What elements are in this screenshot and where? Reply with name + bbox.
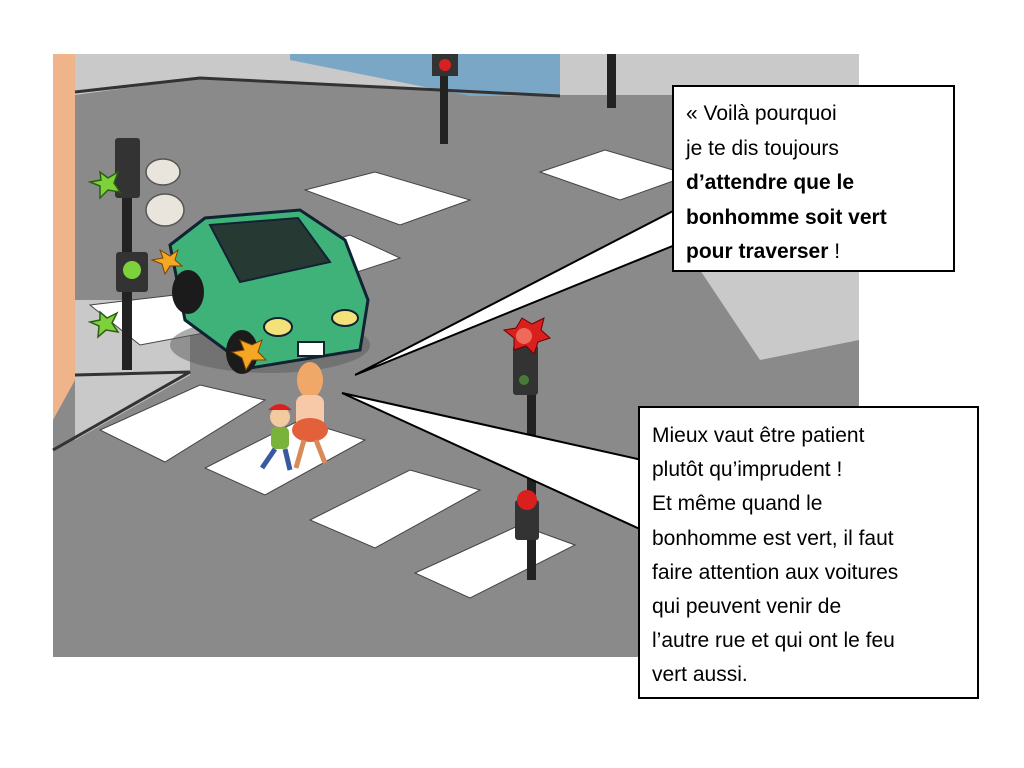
bubble-top-bold-3: pour traverser <box>686 240 829 263</box>
bubble-bottom-line-1: Mieux vaut être patient <box>652 424 865 447</box>
pole <box>607 54 616 108</box>
bubble-top-bold-2: bonhomme soit vert <box>686 205 887 229</box>
bubble-top-tail-text: ! <box>828 240 841 263</box>
bubble-bottom-line-3: Et même quand le <box>652 492 823 516</box>
bubble-bottom-line-6: qui peuvent venir de <box>652 595 842 619</box>
bubble-bottom-line-5: faire attention aux voitures <box>652 560 899 584</box>
bubble-top-line-1: « Voilà pourquoi <box>686 102 837 125</box>
bubble-bottom-line-8: vert aussi. <box>652 663 748 687</box>
bubble-top-bold-1: d’attendre que le <box>686 171 855 194</box>
bubble-bottom-line-2: plutôt qu’imprudent ! <box>652 458 843 482</box>
bubble-top-line-2: je te dis toujours <box>686 136 839 160</box>
bubble-bottom-line-4: bonhomme est vert, il faut <box>652 526 894 550</box>
car-icon <box>152 210 370 374</box>
speech-bubble-top <box>672 85 955 272</box>
bubble-bottom-line-7: l’autre rue et qui ont le feu <box>652 629 895 653</box>
speech-bubble-bottom <box>638 406 979 699</box>
